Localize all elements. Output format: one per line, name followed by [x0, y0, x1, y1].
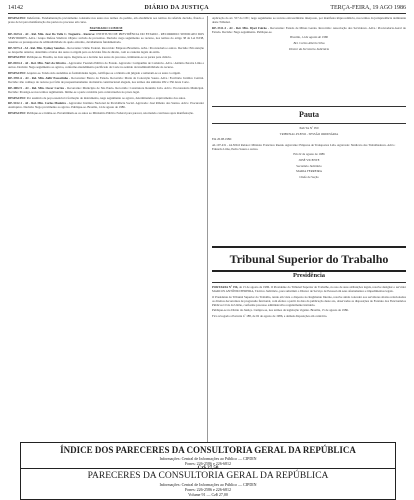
presidencia-banner	[212, 270, 406, 283]
paragraph-lead: DESPACHO:	[8, 70, 26, 75]
column-divider	[207, 16, 208, 442]
paragraph	[8, 32, 204, 44]
paragraph-text: Agravante: Instituto Nacional de Previdência Social. Agravado: José Ribeiro dos Santos. Advs.: Procurador Autárquico. Decisão: Nego provimento ao agravo. Publique-se. Brasília, 14 de agosto de 1986.	[8, 101, 204, 110]
pauta-line: JOSÉ VICENTE	[298, 158, 320, 163]
pauta-line: Em 22 de agosto de 1986	[293, 152, 325, 157]
ad2-title: PARECERES DA CONSULTORIA GERAL DA REPÚBLICA	[87, 471, 329, 481]
paragraph	[8, 16, 204, 24]
paragraph-text: Arquive-se. Tendo sido atendidas as formalidades legais, certifique-se o trânsito em julgado e remetam-se os autos à origem.	[26, 70, 181, 75]
paragraph-lead: RE-3423-6 - AI - Rel. Min. José Do Valle C. Nogueira - Recurso:	[8, 31, 96, 36]
paragraph-text: Indeferido. Fundamentação previamente constante nos autos nos termos do pedido, em obediência aos termos da referida decisão, fixado o prazo de lei para manifestação das partes no processo em curso.	[8, 16, 204, 25]
paragraph-text: Por ausência de peça essencial à formação do instrumento, nego seguimento ao agravo, determinando o arquivamento dos autos.	[26, 95, 186, 100]
paragraph-lead: RE-5412-1 - AI - Rel. Min. Carlos Madeira -	[8, 101, 68, 106]
tst-heading: Tribunal Superior do Trabalho	[229, 252, 389, 266]
ad1-price: Cz$ 27,50	[197, 466, 219, 471]
paragraph	[212, 16, 406, 24]
paragraph	[8, 76, 204, 84]
paragraph-lead: DESPACHO:	[8, 55, 26, 60]
paragraph	[8, 111, 204, 115]
left-column	[8, 16, 204, 344]
paragraph-text: O Presidente do Tribunal Superior do Trabalho, tendo em vista o disposto no Regimento Interno, resolve ainda conceder aos servidores abaixo relacionados os direitos decorrentes de progressão funcional, com efeitos a partir da data da publicação deste ato, observadas as disposições do Estatuto dos Funcionários Públicos Civis da União, conforme processo administrativo regularmente instruído.	[212, 294, 406, 307]
paragraph	[212, 285, 406, 293]
paragraph-text: Recorrente: Município de São Paulo. Recorrido: Construtora Reunida Ltda. Advs.: Procuradoria Municipal. Decisão: Prossiga-se nos termos regimentais. Intime-se a parte contrária para contrarrazões no prazo legal.	[8, 85, 204, 94]
paragraph	[8, 61, 204, 69]
tst-banner	[212, 246, 406, 272]
pauta-line: Secretário Judiciário	[296, 163, 322, 168]
ad1-title: ÍNDICE DOS PARECERES DA CONSULTORIA GERAL DA REPÚBLICA	[60, 445, 356, 455]
signature-place: Brasília, 14 de agosto de 1986	[290, 35, 328, 40]
ad2-info: Informações: Central de Informações ao Público — CIPDIN	[159, 482, 257, 487]
paragraph-text: Publique-se e intime-se. Encaminhem-se os autos ao Ministério Público Federal para parecer, retornando conclusos após manifestação.	[26, 110, 194, 115]
pauta-line: Em 20.08.1986:	[212, 137, 232, 142]
page-number: 14142	[8, 5, 23, 11]
paragraph-text: Recorrente: Banco do Estado. Recorrido: Maria da Conceição Souza. Advs.: Escritório Jurídico Central. Decisão: não conheço do recurso por falta de prequestionamento da matéria constitucional alegada, nos termos das súmulas 282 e 356 desta Corte.	[8, 76, 204, 85]
paragraph	[8, 101, 204, 109]
paragraph	[8, 46, 204, 54]
paragraph-text: de 15 de agosto de 1986. O Presidente do Tribunal Superior do Trabalho, no uso de suas atribuições legais, resolve designar o servidor MARCOS ANTÔNIO PEREIRA, Técnico Judiciário, para substituir o Diretor de Serviço de Pessoal em seus afastamentos e impedimentos legais.	[212, 285, 406, 294]
pauta-line: AI-107.431 - 44.509-6 Relator: Ministro Francisco Rezek. Agravante: Empresa de Transportes Ltda. Agravado: Sindicato dos Trabalhadores. Advs.: Eduardo Lima, Pedro Souza e outros.	[212, 142, 396, 151]
signature-name: Bel. Carlos Alberto Silva	[293, 40, 325, 45]
paragraph	[8, 96, 204, 100]
pauta-line: MARIA FERREIRA	[296, 169, 322, 174]
header-rule	[8, 13, 406, 14]
pauta-body	[212, 126, 406, 244]
ad2-phones: Fones: 226-2586 e 226-6812	[184, 487, 232, 492]
page-header	[8, 3, 406, 13]
pauta-heading: Pauta	[299, 110, 319, 119]
paragraph-lead: RE-8104-4 - AI - Rel. Min. Néri da Silveira -	[8, 60, 68, 65]
right-top-column	[212, 16, 406, 102]
paragraph	[8, 71, 204, 75]
paragraph-lead: RE-3311-4 - AI - Rel. Min. Djaci Falcão -	[212, 25, 270, 30]
pauta-line: Chefe de Seção	[299, 174, 319, 179]
paragraph-lead: DESPACHO:	[8, 110, 26, 115]
pauta-line: TRIBUNAL PLENO - SESSÃO ORDINÁRIA	[279, 131, 339, 136]
paragraph	[212, 26, 406, 34]
paragraph-text: Aplicação do art. 557 do CPC; nego seguimento ao recurso extraordinário interposto, por manifesta improcedência, nos termos da jurisprudência dominante deste Tribunal.	[212, 16, 406, 25]
paragraph-text: Publique-se. Brasília, na data supra. Registre-se a decisão nos autos do processo, intimando-se as partes para ciência.	[26, 55, 172, 60]
paragraph-lead: RE-3391-6 - AI - Rel. Min. Aldir Passarinho -	[8, 76, 71, 81]
paragraph	[212, 314, 406, 318]
paragraph	[8, 86, 204, 94]
ad2-volume: Volume 91 — Cz$ 27,00	[188, 492, 228, 497]
ad1-phones: Fones: 226-2586 e 226-6812	[184, 461, 232, 466]
paragraph-text: INSTITUTO DE PREVIDÊNCIA DO ESTADO - RECORRIDO: SINDICATO DOS SERVIDORES. Advs.: Grupo Defesa Sindical. Objeto: revisão de proventos. Decisão: nego seguimento ao recurso, nos termos do artigo 38 da Lei 8.038, ausentes os pressupostos de admissibilidade do apelo extremo, devidamente fundamentado.	[8, 31, 204, 44]
paragraph-lead: RE-9473-4 - AI - Rel. Min. Sydney Sanches -	[8, 45, 67, 50]
paragraph-text: Publique-se no Diário da Justiça. Cumpra-se, nos termos da legislação vigente. Brasília, 15 de agosto de 1986.	[212, 308, 349, 313]
ad1-info: Informações: Central de Informações ao Público — CIPDIN	[159, 456, 257, 461]
paragraph-lead: DESPACHO:	[8, 16, 26, 20]
paragraph-lead: RE-4002-9 - AI - Rel. Min. Oscar Corrêa -	[8, 85, 67, 90]
section-heading: MANDADO COMUM	[89, 26, 123, 31]
pauta-banner	[212, 106, 406, 124]
paragraph-lead: PORTARIA Nº 196,	[212, 285, 239, 289]
ad-pareceres	[20, 468, 396, 500]
paragraph	[8, 55, 204, 59]
issue-date: TERÇA-FEIRA, 19 AGO 1986	[330, 5, 406, 11]
paragraph-text: Recorrente: União Federal. Recorrido: Empresa Brasileira. Advs.: Procuradoria e outros. Decisão: Em atenção ao despacho anterior, determino a baixa dos autos à origem para os devidos fins de direito, com as cautelas legais de estilo.	[8, 45, 205, 54]
right-top-paragraphs	[212, 16, 406, 34]
paragraph	[212, 295, 406, 307]
right-bottom-column	[212, 285, 406, 443]
signature-role: Diretor da Secretaria Judiciária	[288, 46, 330, 51]
presidencia-heading: Presidência	[292, 272, 325, 279]
paragraph-text: Recorrente: Estado de Minas Gerais. Recorrido: Associação dos Servidores. Advs.: Procuradoria-Geral do Estado. Decisão: Nego seguimento. Publique-se.	[212, 25, 406, 34]
journal-title: DIÁRIO DA JUSTIÇA	[144, 5, 209, 11]
paragraph-lead: DESPACHO:	[8, 95, 26, 100]
paragraph	[212, 308, 406, 312]
pauta-line: PAUTA Nº 050	[299, 126, 319, 130]
paragraph-text: Agravante: Fazenda Pública do Estado. Agravado: Companhia de Comércio. Advs.: Antônio Pereira Lima e outros. Decisão: Nego seguimento ao agravo, conforme entendimento pacificado da Corte no sentido da inadmissibilidade do recurso.	[8, 60, 204, 69]
paragraph-text: Fica revogada a Portaria nº 188, de 02 de agosto de 1986, e demais disposições em contrário.	[212, 314, 328, 319]
ad-indice-pareceres	[20, 442, 396, 469]
